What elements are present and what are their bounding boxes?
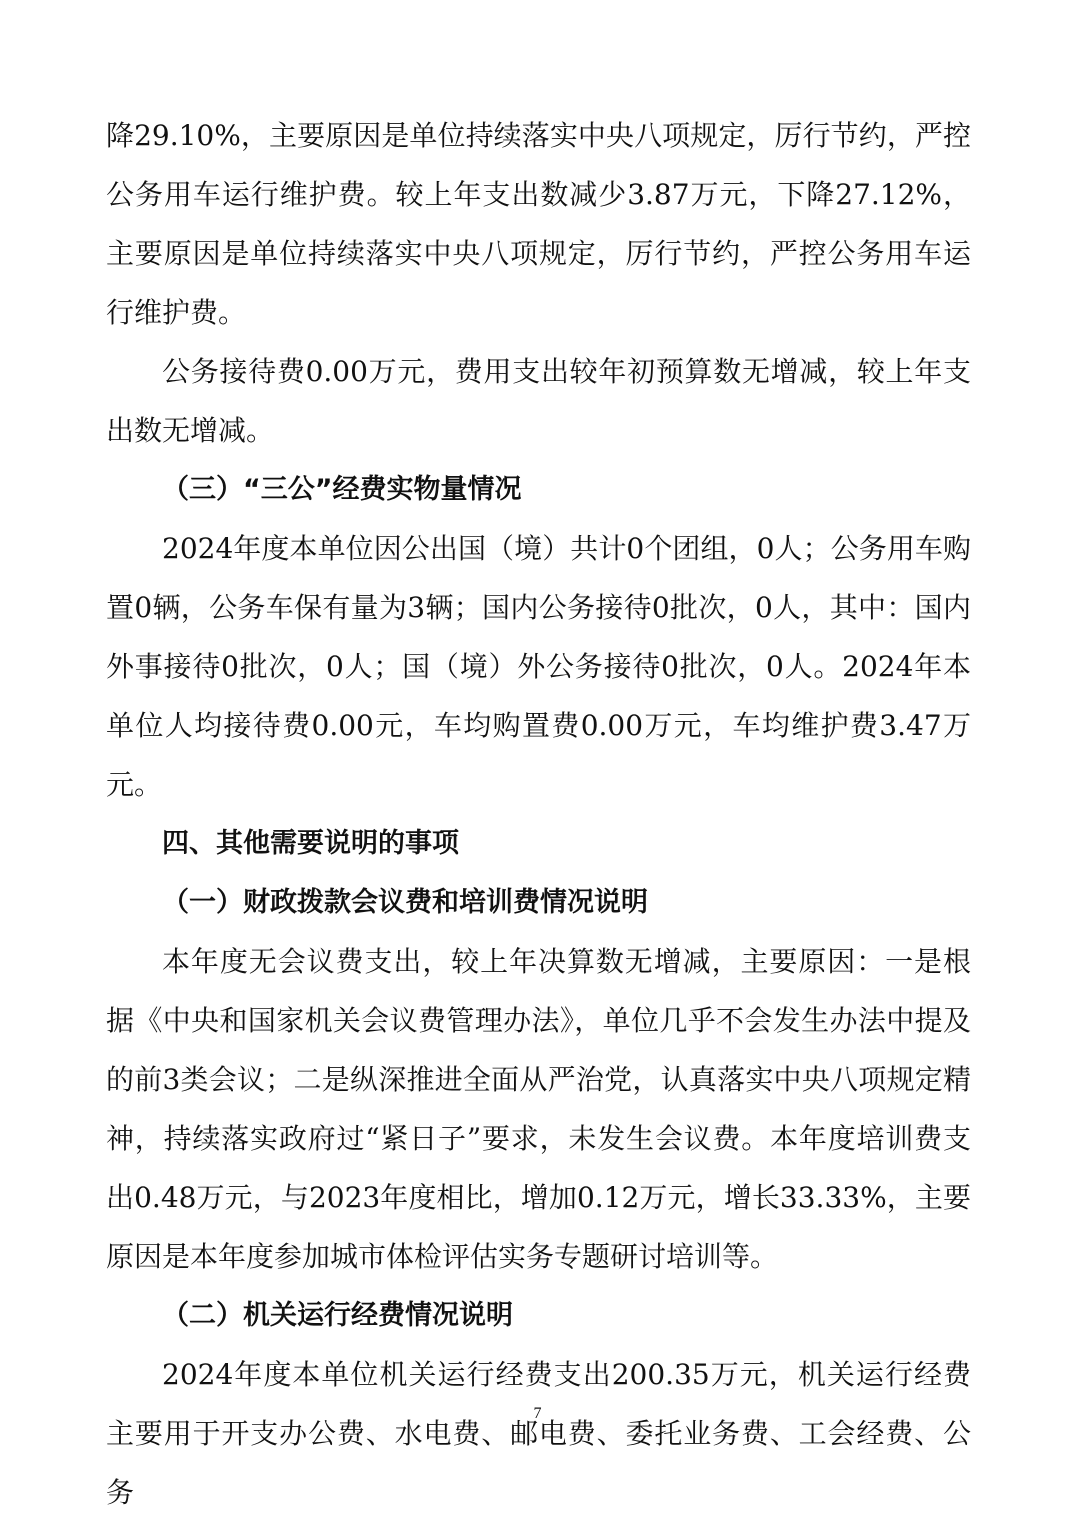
- paragraph-physical-quantity-details: 2024年度本单位因公出国（境）共计0个团组，0人；公务用车购置0辆，公务车保有量为3辆；国内公务接待0批次，0人，其中：国内外事接待0批次，0人；国（境）外公务接待0批次，0人。2024年本单位人均接待费0.00元，车均购置费0.00万元，车均维护费3.47万元。: [106, 532, 971, 801]
- paragraph-official-vehicle-maintenance: 降29.10%，主要原因是单位持续落实中央八项规定，厉行节约，严控公务用车运行维护费。较上年支出数减少3.87万元，下降27.12%，主要原因是单位持续落实中央八项规定，厉行节约，严控公务用车运行维护费。: [106, 119, 971, 329]
- page-number: 7: [533, 1405, 542, 1422]
- paragraph-official-reception: 公务接待费0.00万元，费用支出较年初预算数无增减，较上年支出数无增减。: [106, 355, 971, 447]
- paragraph-operating-expenses-details: 2024年度本单位机关运行经费支出200.35万元，机关运行经费主要用于开支办公费、水电费、邮电费、委托业务费、工会经费、公务: [106, 1358, 971, 1509]
- document-body: [106, 106, 971, 1522]
- heading-other-matters: 四、其他需要说明的事项: [162, 828, 459, 859]
- heading-three-public-physical-quantity: （三）“三公”经费实物量情况: [162, 474, 522, 505]
- heading-operating-expenses: （二）机关运行经费情况说明: [162, 1300, 513, 1331]
- heading-meeting-training-fees: （一）财政拨款会议费和培训费情况说明: [162, 887, 648, 918]
- paragraph-meeting-training-details: 本年度无会议费支出，较上年决算数无增减，主要原因：一是根据《中央和国家机关会议费管理办法》，单位几乎不会发生办法中提及的前3类会议；二是纵深推进全面从严治党，认真落实中央八项规定精神，持续落实政府过“紧日子”要求，未发生会议费。本年度培训费支出0.48万元，与2023年度相比，增加0.12万元，增长33.33%，主要原因是本年度参加城市体检评估实务专题研讨培训等。: [106, 945, 971, 1273]
